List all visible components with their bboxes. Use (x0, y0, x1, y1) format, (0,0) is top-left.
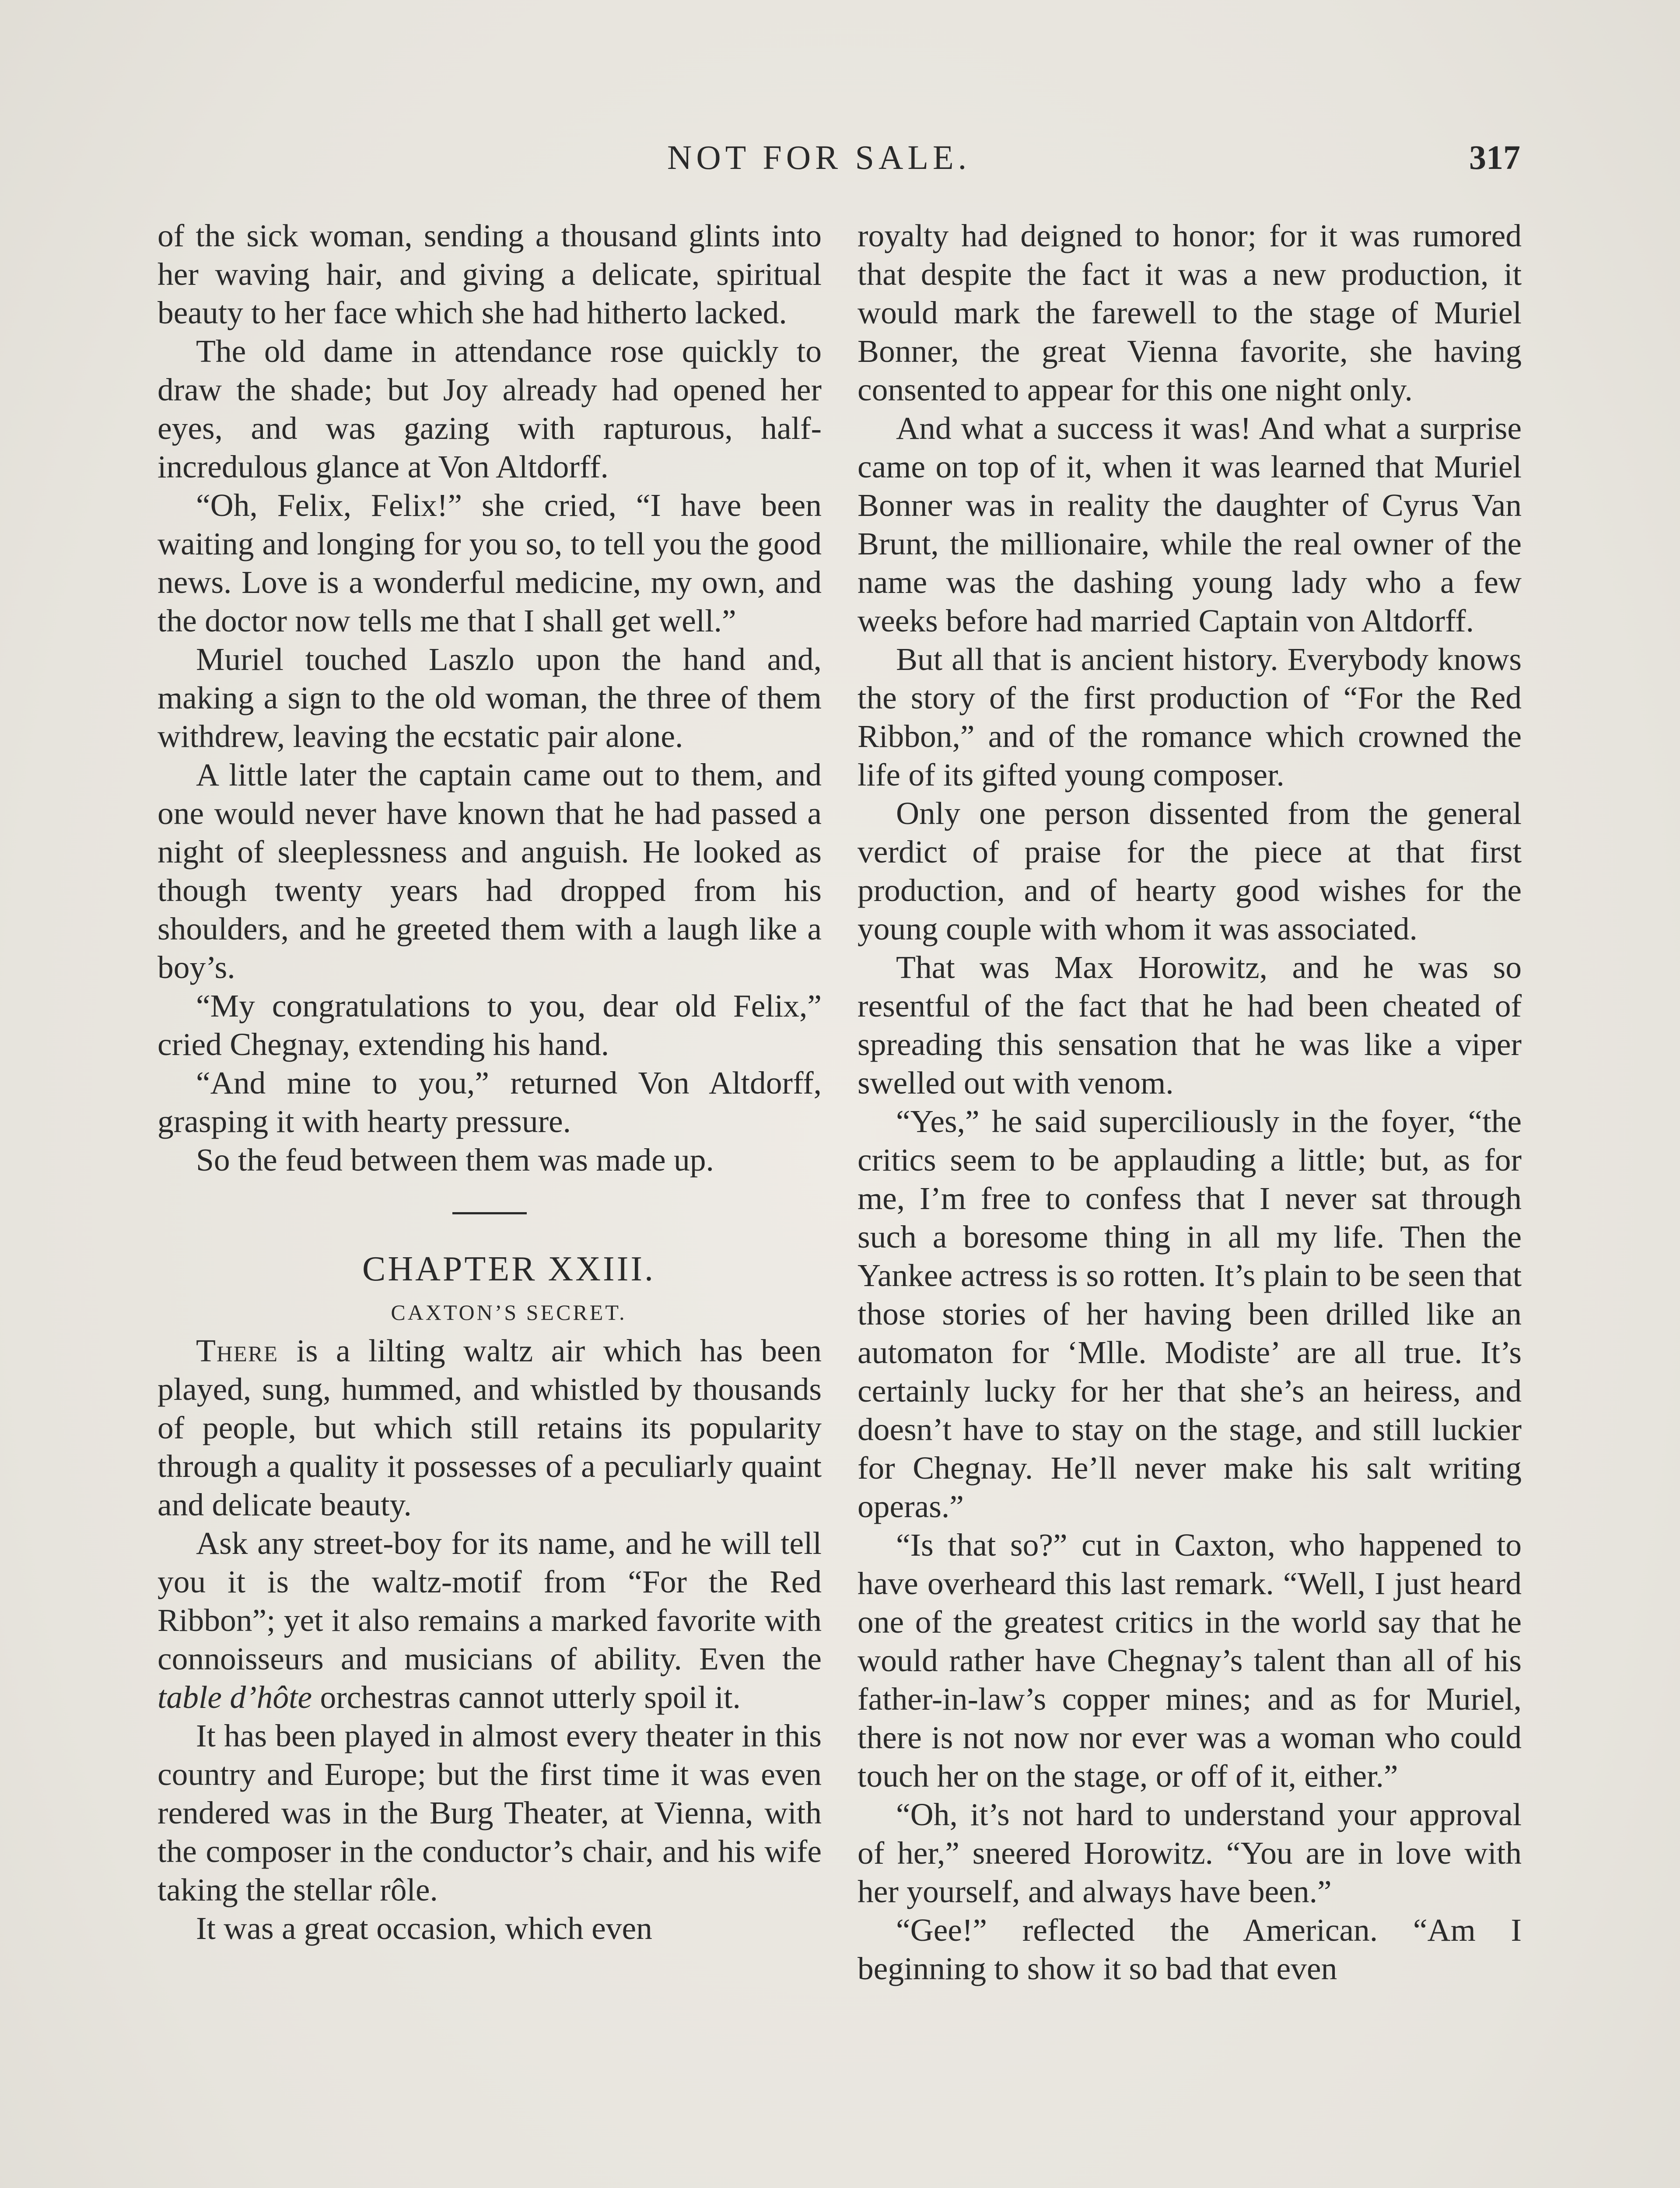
paragraph: “Yes,” he said superciliously in the foyer, “the critics seem to be applauding a little; but, as for me, I’m free to confess that I never sat through such a boresome thing in all my life. Then the Yankee actress is so rotten. It’s plain to be seen that those stories of her having been drilled like an automaton for ‘Mlle. Modiste’ are all true. It’s certainly lucky for her that she’s an heiress, and doesn’t have to stay on the stage, and still luckier for Chegnay. He’ll never make his salt writing operas.” (858, 1104, 1522, 1524)
page-number: 317 (1469, 138, 1520, 176)
paragraph: It was a great occasion, which even (196, 1911, 652, 1946)
paragraph: The old dame in attendance rose quickly to draw the shade; but Joy already had opened her eyes, and was gazing with rapturous, half-incredulous glance at Von Altdorff. (158, 333, 822, 484)
paragraph: But all that is ancient history. Everybody knows the story of the first production of “For the Red Ribbon,” and of the romance which crowned the life of its gifted young composer. (858, 642, 1522, 792)
paragraph: It has been played in almost every theater in this country and Europe; but the first time it was even rendered was in the Burg Theater, at Vienna, with the composer in the conductor’s chair, and his wife taking the stellar rôle. (158, 1718, 822, 1907)
paragraph: “And mine to you,” returned Von Altdorff, grasping it with hearty pressure. (158, 1065, 822, 1139)
paragraph-text: orchestras cannot utterly spoil it. (312, 1680, 741, 1715)
paragraph: That was Max Horowitz, and he was so resentful of the fact that he had been cheated of spreading this sensation that he was like a viper swelled out with venom. (858, 950, 1522, 1101)
left-column (158, 217, 822, 1948)
paragraph: royalty had deigned to honor; for it was rumored that despite the fact it was a new production, it would mark the farewell to the stage of Muriel Bonner, the great Vienna favorite, she having consented to appear for this one night only. (858, 218, 1522, 407)
paragraph: “Gee!” reflected the American. “Am I beginning to show it so bad that even (858, 1912, 1522, 1986)
italic-phrase: table d’hôte (158, 1680, 312, 1715)
right-column (858, 217, 1522, 1988)
paragraph: “Is that so?” cut in Caxton, who happened to have overheard this last remark. “Well, I just heard one of the greatest critics in the world say that he would rather have Chegnay’s talent than all of his father-in-law’s copper mines; and as for Muriel, there is not now nor ever was a woman who could touch her on the stage, or off of it, either.” (858, 1527, 1522, 1794)
running-title: NOT FOR SALE. (667, 138, 971, 176)
paragraph-text: is a lilting waltz air which has been played, sung, hummed, and whistled by thousands of people, but which still retains its popularity through a quality it possesses of a peculiarly quaint and delicate beauty. (158, 1333, 822, 1522)
paragraph: “My congratulations to you, dear old Felix,” cried Chegnay, extending his hand. (158, 988, 822, 1062)
section-divider (452, 1212, 527, 1214)
paragraph: “Oh, it’s not hard to understand your approval of her,” sneered Horowitz. “You are in love with her yourself, and always have been.” (858, 1797, 1522, 1909)
paragraph (158, 1332, 822, 1524)
paragraph: Muriel touched Laszlo upon the hand and, making a sign to the old woman, the three of them withdrew, leaving the ecstatic pair alone. (158, 642, 822, 754)
chapter-subtitle: CAXTON’S SECRET. (391, 1300, 627, 1325)
paragraph: of the sick woman, sending a thousand glints into her waving hair, and giving a delicate, spiritual beauty to her face which she had hitherto lacked. (158, 218, 822, 330)
chapter-title: CHAPTER XXIII. (362, 1250, 655, 1288)
paragraph: A little later the captain came out to them, and one would never have known that he had passed a night of sleeplessness and anguish. He looked as though twenty years had dropped from his shoulders, and he greeted them with a laugh like a boy’s. (158, 757, 822, 985)
paragraph-text: Ask any street-boy for its name, and he will tell you it is the waltz-motif from “For the Red Ribbon”; yet it also remains a marked favorite with connoisseurs and musicians of ability. Even the (158, 1525, 822, 1676)
paragraph: Only one person dissented from the general verdict of praise for the piece at that first production, and of hearty good wishes for the young couple with whom it was associated. (858, 796, 1522, 947)
paragraph: And what a success it was! And what a surprise came on top of it, when it was learned that Muriel Bonner was in reality the daughter of Cyrus Van Brunt, the millionaire, while the real owner of the name was the dashing young lady who a few weeks before had married Captain von Altdorff. (858, 410, 1522, 638)
paragraph: So the feud between them was made up. (196, 1142, 714, 1178)
paragraph: “Oh, Felix, Felix!” she cried, “I have been waiting and longing for you so, to tell you the good news. Love is a wonderful medicine, my own, and the doctor now tells me that I shall get well.” (158, 487, 822, 638)
running-header (0, 131, 1680, 184)
paragraph (158, 1524, 822, 1717)
paragraph-lead-word: There (196, 1333, 279, 1368)
